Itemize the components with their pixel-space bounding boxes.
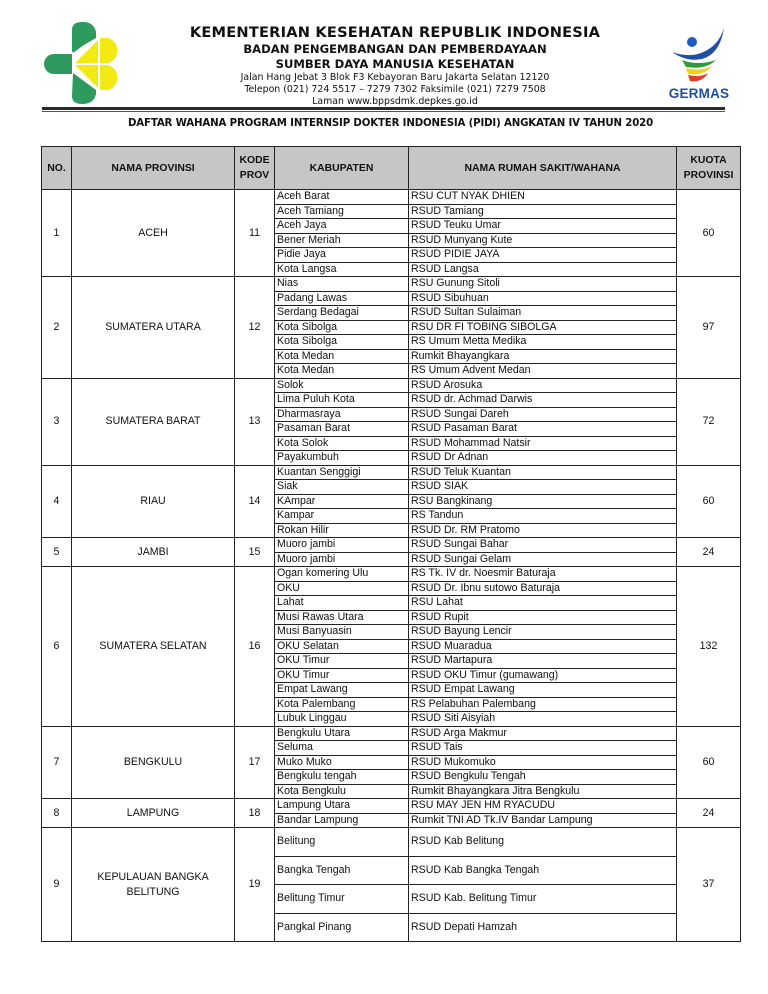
province-code: 12 [235,277,275,379]
kabupaten-cell: Lima Puluh Kota [275,393,409,408]
kabupaten-cell: Serdang Bedagai [275,306,409,321]
hospital-cell: RSU DR FI TOBING SIBOLGA [409,320,677,335]
province-code: 19 [235,828,275,942]
hospital-cell: RSUD Bengkulu Tengah [409,770,677,785]
wahana-table [41,146,741,942]
province-code: 17 [235,726,275,799]
province-quota: 60 [677,465,741,538]
kabupaten-cell: Nias [275,277,409,292]
kabupaten-cell: Kota Medan [275,349,409,364]
hospital-cell: RSUD Arosuka [409,378,677,393]
hospital-cell: RSUD Sultan Sulaiman [409,306,677,321]
hospital-cell: RSUD Sungai Bahar [409,538,677,553]
hospital-cell: RSUD Dr Adnan [409,451,677,466]
kabupaten-cell: Solok [275,378,409,393]
table-row [42,567,741,582]
kabupaten-cell: Kota Langsa [275,262,409,277]
province-name: SUMATERA SELATAN [72,567,235,727]
kabupaten-cell: Belitung Timur [275,885,409,914]
kabupaten-cell: KAmpar [275,494,409,509]
hospital-cell: Rumkit TNI AD Tk.IV Bandar Lampung [409,813,677,828]
hospital-cell: RSU CUT NYAK DHIEN [409,190,677,205]
header-divider-thick [42,107,725,110]
hospital-cell: RSUD Muaradua [409,639,677,654]
hospital-cell: RSUD Sungai Dareh [409,407,677,422]
kabupaten-cell: Aceh Barat [275,190,409,205]
table-row [42,378,741,393]
kabupaten-cell: Musi Banyuasin [275,625,409,640]
province-quota: 132 [677,567,741,727]
province-quota: 72 [677,378,741,465]
kabupaten-cell: Muko Muko [275,755,409,770]
kabupaten-cell: Musi Rawas Utara [275,610,409,625]
kabupaten-cell: Kuantan Senggigi [275,465,409,480]
province-quota: 37 [677,828,741,942]
kabupaten-cell: Kampar [275,509,409,524]
hospital-cell: RSU Bangkinang [409,494,677,509]
hospital-cell: RSUD Siti Aisyiah [409,712,677,727]
kabupaten-cell: OKU Timur [275,654,409,669]
table-row [42,828,741,857]
province-quota: 24 [677,799,741,828]
province-code: 15 [235,538,275,567]
hospital-cell: RS Pelabuhan Palembang [409,697,677,712]
hospital-cell: RSUD SIAK [409,480,677,495]
kabupaten-cell: Belitung [275,828,409,857]
hospital-cell: RSUD Dr. RM Pratomo [409,523,677,538]
province-number: 8 [42,799,72,828]
province-code: 11 [235,190,275,277]
hospital-cell: RSUD Sibuhuan [409,291,677,306]
province-number: 4 [42,465,72,538]
kabupaten-cell: Bangka Tengah [275,856,409,885]
kabupaten-cell: Empat Lawang [275,683,409,698]
hospital-cell: RSUD Mukomuko [409,755,677,770]
hospital-cell: RS Tandun [409,509,677,524]
kabupaten-cell: Kota Palembang [275,697,409,712]
table-header-row [42,147,741,190]
province-quota: 60 [677,726,741,799]
hospital-cell: RSU Lahat [409,596,677,611]
kabupaten-cell: Kota Bengkulu [275,784,409,799]
kabupaten-cell: Kota Sibolga [275,335,409,350]
hospital-cell: RSUD Kab Bangka Tengah [409,856,677,885]
hospital-cell: RSUD Mohammad Natsir [409,436,677,451]
province-number: 6 [42,567,72,727]
hospital-cell: RSUD Dr. Ibnu sutowo Baturaja [409,581,677,596]
col-header-kuota [677,147,741,190]
province-code: 14 [235,465,275,538]
hospital-cell: RSUD Kab. Belitung Timur [409,885,677,914]
hospital-cell: RSUD Rupit [409,610,677,625]
hospital-cell: RSUD Depati Hamzah [409,913,677,942]
hospital-cell: RSUD Teluk Kuantan [409,465,677,480]
kabupaten-cell: Payakumbuh [275,451,409,466]
province-quota: 97 [677,277,741,379]
province-code: 16 [235,567,275,727]
kabupaten-cell: Lahat [275,596,409,611]
kabupaten-cell: Aceh Jaya [275,219,409,234]
col-header-kabupaten: KABUPATEN [275,147,409,190]
kabupaten-cell: Kota Sibolga [275,320,409,335]
table-row [42,190,741,205]
col-header-kode-line2: PROV [239,170,270,181]
col-header-no: NO. [42,147,72,190]
kabupaten-cell: Muoro jambi [275,538,409,553]
kabupaten-cell: Pangkal Pinang [275,913,409,942]
province-name: ACEH [72,190,235,277]
hospital-cell: RSUD Langsa [409,262,677,277]
kabupaten-cell: Kota Medan [275,364,409,379]
kabupaten-cell: Aceh Tamiang [275,204,409,219]
kabupaten-cell: Lampung Utara [275,799,409,814]
hospital-cell: RSUD Pasaman Barat [409,422,677,437]
hospital-cell: RSUD dr. Achmad Darwis [409,393,677,408]
table-row [42,538,741,553]
phone-fax: Telepon (021) 724 5517 – 7279 7302 Faksimile (021) 7279 7508 [244,84,546,95]
document-title: DAFTAR WAHANA PROGRAM INTERNSIP DOKTER INDONESIA (PIDI) ANGKATAN IV TAHUN 2020 [127,118,654,129]
kabupaten-cell: Bandar Lampung [275,813,409,828]
province-name: JAMBI [72,538,235,567]
germas-figure-icon [668,26,730,86]
province-name: RIAU [72,465,235,538]
agency-line-2: SUMBER DAYA MANUSIA KESEHATAN [275,57,515,71]
hospital-cell: RSU Gunung Sitoli [409,277,677,292]
province-number: 1 [42,190,72,277]
table-body [42,190,741,942]
kabupaten-cell: OKU [275,581,409,596]
hospital-cell: RSUD Empat Lawang [409,683,677,698]
header-divider-thin [42,111,725,112]
germas-label: GERMAS [668,86,730,101]
kabupaten-cell: Bengkulu tengah [275,770,409,785]
hospital-cell: RSUD Martapura [409,654,677,669]
kabupaten-cell: Siak [275,480,409,495]
hospital-cell: RS Umum Metta Medika [409,335,677,350]
province-code: 13 [235,378,275,465]
province-quota: 24 [677,538,741,567]
hospital-cell: RSUD Sungai Gelam [409,552,677,567]
kabupaten-cell: Bener Meriah [275,233,409,248]
hospital-cell: RS Umum Advent Medan [409,364,677,379]
hospital-cell: Rumkit Bhayangkara [409,349,677,364]
kabupaten-cell: OKU Timur [275,668,409,683]
col-header-rumah-sakit: NAMA RUMAH SAKIT/WAHANA [409,147,677,190]
province-number: 5 [42,538,72,567]
province-number: 7 [42,726,72,799]
col-header-kode-line1: KODE [239,155,270,166]
kabupaten-cell: Lubuk Linggau [275,712,409,727]
hospital-cell: RSUD Kab Belitung [409,828,677,857]
kabupaten-cell: Padang Lawas [275,291,409,306]
province-code: 18 [235,799,275,828]
kabupaten-cell: Pasaman Barat [275,422,409,437]
hospital-cell: RSUD Arga Makmur [409,726,677,741]
germas-logo [668,26,730,104]
province-number: 2 [42,277,72,379]
kabupaten-cell: Muoro jambi [275,552,409,567]
province-number: 3 [42,378,72,465]
table-row [42,465,741,480]
province-name: BENGKULU [72,726,235,799]
hospital-cell: RSUD OKU Timur (gumawang) [409,668,677,683]
province-number: 9 [42,828,72,942]
kabupaten-cell: OKU Selatan [275,639,409,654]
kabupaten-cell: Kota Solok [275,436,409,451]
col-header-kuota-line1: KUOTA [690,155,727,166]
hospital-cell: RSUD Bayung Lencir [409,625,677,640]
hospital-cell: RSUD Munyang Kute [409,233,677,248]
kabupaten-cell: Seluma [275,741,409,756]
agency-line-1: BADAN PENGEMBANGAN DAN PEMBERDAYAAN [243,42,547,56]
kabupaten-cell: Ogan komering Ulu [275,567,409,582]
province-name: SUMATERA UTARA [72,277,235,379]
table-row [42,799,741,814]
province-name: KEPULAUAN BANGKA BELITUNG [72,828,235,942]
website: Laman www.bppsdmk.depkes.go.id [312,96,478,107]
col-header-provinsi: NAMA PROVINSI [72,147,235,190]
hospital-cell: RSUD Tais [409,741,677,756]
kabupaten-cell: Dharmasraya [275,407,409,422]
province-name: LAMPUNG [72,799,235,828]
kabupaten-cell: Pidie Jaya [275,248,409,263]
kemenkes-logo-icon [42,22,130,104]
table-row [42,277,741,292]
table-row [42,726,741,741]
province-quota: 60 [677,190,741,277]
org-name: KEMENTERIAN KESEHATAN REPUBLIK INDONESIA [189,24,601,41]
hospital-cell: RSU MAY JEN HM RYACUDU [409,799,677,814]
hospital-cell: RSUD Tamiang [409,204,677,219]
col-header-kode [235,147,275,190]
hospital-cell: Rumkit Bhayangkara Jitra Bengkulu [409,784,677,799]
kabupaten-cell: Rokan Hilir [275,523,409,538]
hospital-cell: RS Tk. IV dr. Noesmir Baturaja [409,567,677,582]
address: Jalan Hang Jebat 3 Blok F3 Kebayoran Baru Jakarta Selatan 12120 [240,72,550,83]
hospital-cell: RSUD Teuku Umar [409,219,677,234]
hospital-cell: RSUD PIDIE JAYA [409,248,677,263]
province-name: SUMATERA BARAT [72,378,235,465]
kabupaten-cell: Bengkulu Utara [275,726,409,741]
col-header-kuota-line2: PROVINSI [683,170,734,181]
